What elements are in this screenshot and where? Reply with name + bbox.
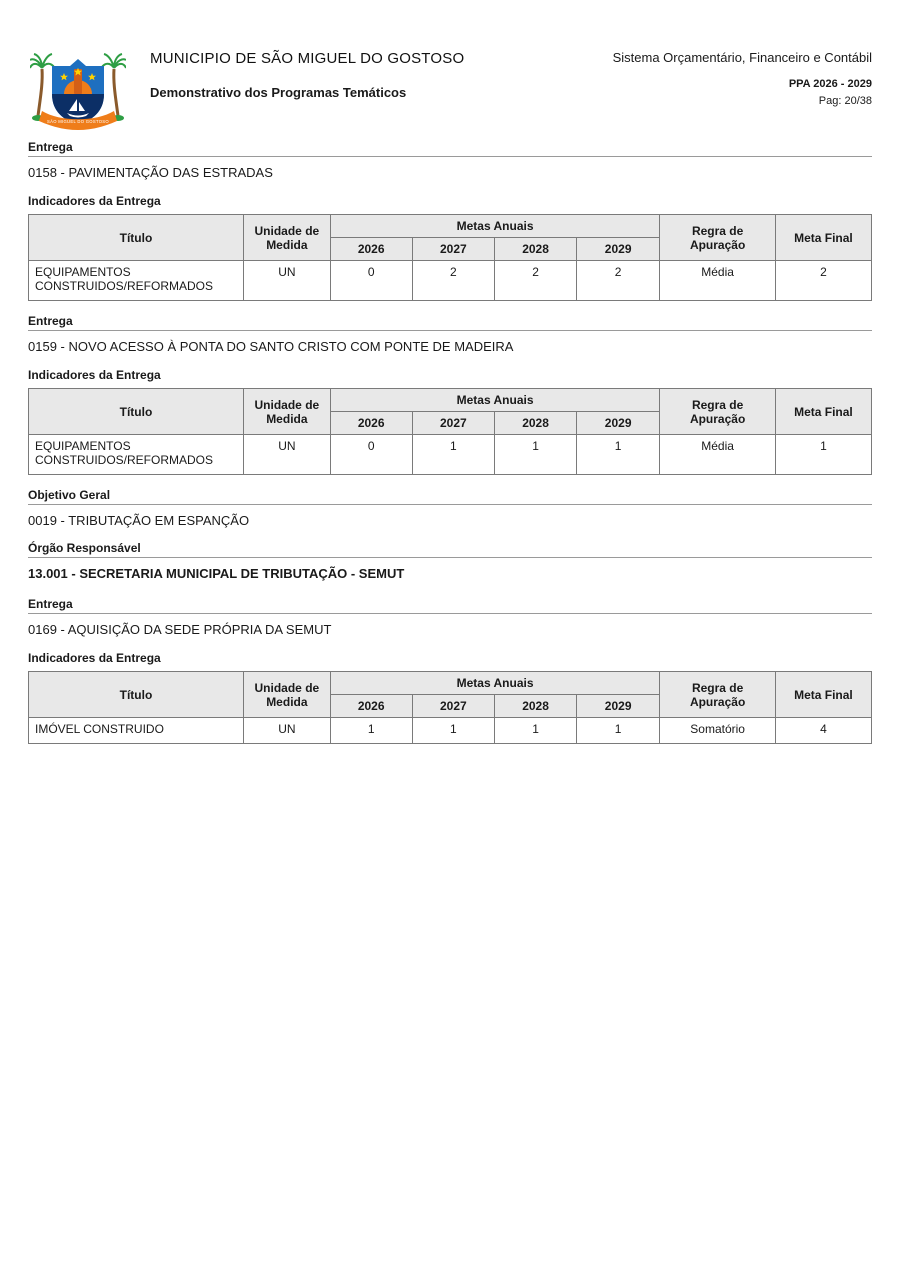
banner-text: SÃO MIGUEL DO GOSTOSO: [47, 119, 109, 124]
col-header-year-2029: 2029: [576, 695, 659, 718]
report-title: Demonstrativo dos Programas Temáticos: [150, 85, 407, 100]
indicadores-label: Indicadores da Entrega: [28, 651, 161, 665]
cell-regra: Média: [660, 435, 775, 475]
section-entrega-0169: [28, 597, 872, 744]
col-header-titulo: Título: [29, 672, 244, 718]
col-header-year-2026: 2026: [330, 695, 412, 718]
system-name: Sistema Orçamentário, Financeiro e Contábil: [612, 50, 872, 65]
palm-tree-right: [102, 54, 126, 121]
divider: [28, 557, 872, 558]
cell-meta-2027: 1: [412, 718, 495, 744]
ppa-period: PPA 2026 - 2029: [788, 78, 872, 90]
indicadores-label: Indicadores da Entrega: [28, 368, 161, 382]
col-header-unidade: Unidade de Medida: [243, 215, 330, 261]
objetivo-geral-title: 0019 - TRIBUTAÇÃO EM ESPANÇÃO: [28, 513, 250, 528]
palm-tree-left: [30, 54, 54, 121]
cell-unidade: UN: [243, 718, 330, 744]
indicator-row: [29, 718, 872, 744]
cell-titulo: EQUIPAMENTOS CONSTRUIDOS/REFORMADOS: [29, 261, 244, 301]
col-header-year-2026: 2026: [330, 238, 412, 261]
orgao-responsavel-title: 13.001 - SECRETARIA MUNICIPAL DE TRIBUTAÇÃO - SEMUT: [28, 566, 405, 581]
entrega-label: Entrega: [28, 597, 73, 611]
col-header-meta-final: Meta Final: [775, 389, 871, 435]
col-header-year-2028: 2028: [495, 695, 577, 718]
col-header-year-2029: 2029: [576, 412, 659, 435]
entrega-label: Entrega: [28, 140, 73, 154]
cell-unidade: UN: [243, 435, 330, 475]
divider: [28, 156, 872, 157]
header-titles: [150, 50, 464, 100]
page-number: Pag: 20/38: [818, 95, 872, 107]
municipality-name: MUNICIPIO DE SÃO MIGUEL DO GOSTOSO: [150, 50, 465, 67]
cell-titulo: EQUIPAMENTOS CONSTRUIDOS/REFORMADOS: [29, 435, 244, 475]
col-header-metas-anuais: Metas Anuais: [330, 389, 660, 412]
section-orgao-responsavel: [28, 541, 872, 581]
shield: [52, 59, 104, 125]
section-entrega-0158: [28, 140, 872, 301]
col-header-unidade: Unidade de Medida: [243, 672, 330, 718]
section-entrega-0159: [28, 314, 872, 475]
cell-meta-2029: 2: [576, 261, 659, 301]
indicadores-label: Indicadores da Entrega: [28, 194, 161, 208]
divider: [28, 504, 872, 505]
municipal-coat-of-arms-logo: [30, 42, 126, 134]
page-header: [30, 0, 872, 134]
indicator-row: [29, 261, 872, 301]
cell-meta-final: 1: [775, 435, 871, 475]
objetivo-geral-label: Objetivo Geral: [28, 488, 111, 502]
header-meta: [613, 50, 872, 107]
cell-meta-2028: 1: [495, 718, 577, 744]
cell-meta-2026: 0: [330, 435, 412, 475]
col-header-year-2029: 2029: [576, 238, 659, 261]
entrega-title: 0159 - NOVO ACESSO À PONTA DO SANTO CRISTO COM PONTE DE MADEIRA: [28, 339, 514, 354]
indicator-row: [29, 435, 872, 475]
cell-meta-2029: 1: [576, 435, 659, 475]
col-header-year-2026: 2026: [330, 412, 412, 435]
col-header-year-2028: 2028: [495, 412, 577, 435]
indicators-table-0158: [28, 214, 872, 301]
col-header-titulo: Título: [29, 215, 244, 261]
cell-meta-2027: 1: [412, 435, 495, 475]
cell-meta-final: 2: [775, 261, 871, 301]
entrega-title: 0169 - AQUISIÇÃO DA SEDE PRÓPRIA DA SEMUT: [28, 622, 332, 637]
indicators-table-0169: [28, 671, 872, 744]
entrega-title: 0158 - PAVIMENTAÇÃO DAS ESTRADAS: [28, 165, 273, 180]
cell-unidade: UN: [243, 261, 330, 301]
col-header-regra: Regra de Apuração: [660, 389, 775, 435]
orgao-responsavel-label: Órgão Responsável: [28, 541, 141, 555]
col-header-year-2027: 2027: [412, 412, 495, 435]
cell-meta-final: 4: [775, 718, 871, 744]
col-header-titulo: Título: [29, 389, 244, 435]
cell-regra: Somatório: [660, 718, 775, 744]
section-objetivo-geral: [28, 488, 872, 528]
cell-titulo: IMÓVEL CONSTRUIDO: [29, 718, 244, 744]
divider: [28, 330, 872, 331]
col-header-regra: Regra de Apuração: [660, 672, 775, 718]
cell-regra: Média: [660, 261, 775, 301]
col-header-meta-final: Meta Final: [775, 672, 871, 718]
col-header-year-2028: 2028: [495, 238, 577, 261]
col-header-regra: Regra de Apuração: [660, 215, 775, 261]
col-header-year-2027: 2027: [412, 238, 495, 261]
col-header-metas-anuais: Metas Anuais: [330, 215, 660, 238]
divider: [28, 613, 872, 614]
col-header-unidade: Unidade de Medida: [243, 389, 330, 435]
cell-meta-2026: 0: [330, 261, 412, 301]
cell-meta-2028: 2: [495, 261, 577, 301]
col-header-meta-final: Meta Final: [775, 215, 871, 261]
col-header-year-2027: 2027: [412, 695, 495, 718]
cell-meta-2029: 1: [576, 718, 659, 744]
col-header-metas-anuais: Metas Anuais: [330, 672, 660, 695]
entrega-label: Entrega: [28, 314, 73, 328]
cell-meta-2028: 1: [495, 435, 577, 475]
indicators-table-0159: [28, 388, 872, 475]
cell-meta-2027: 2: [412, 261, 495, 301]
cell-meta-2026: 1: [330, 718, 412, 744]
